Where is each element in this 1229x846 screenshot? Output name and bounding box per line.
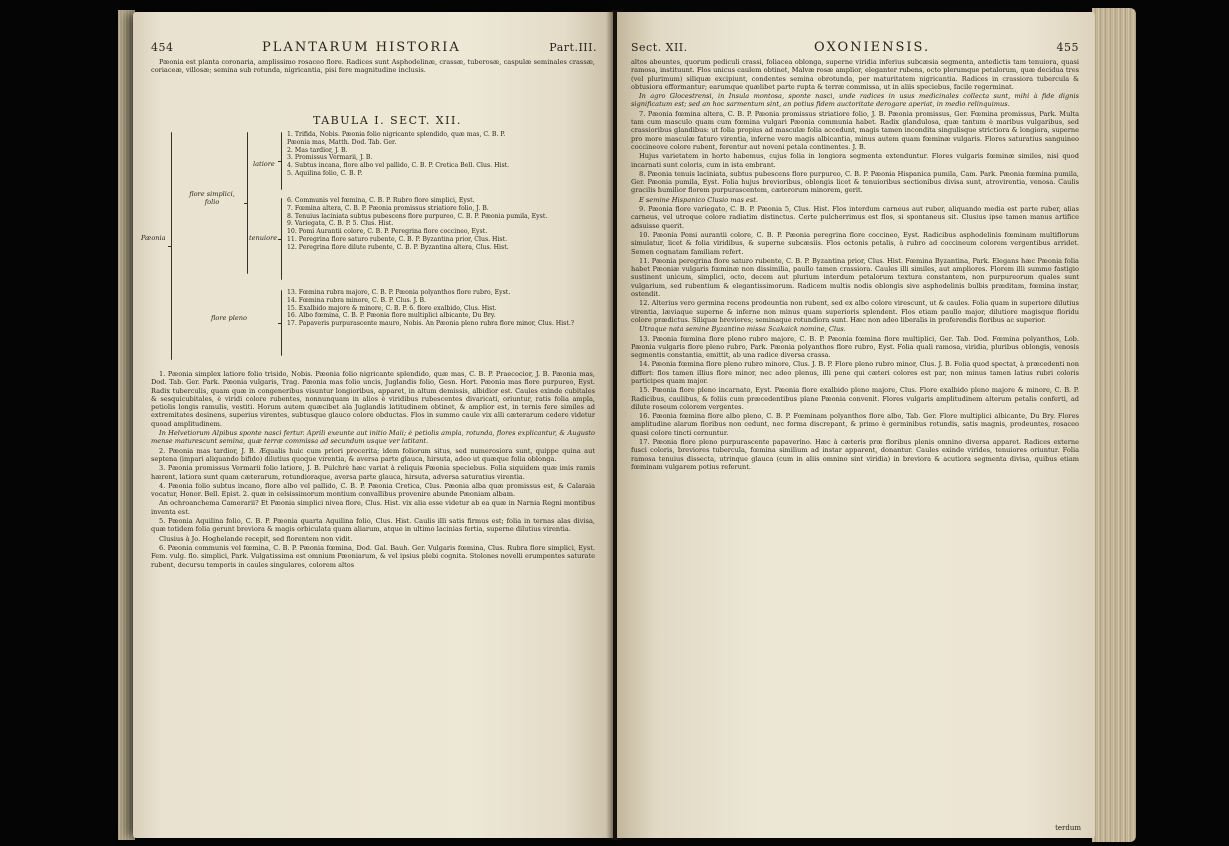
paragraph: 11. Pæonia peregrina flore saturo rubente, C. B. P. Byzantina prior, Clus. Hist. Fœmina Byzantina, Park. Elegans hæc Pæonia folia habet Pæoniæ vulgaris fœminæ non dissimilia, paullo tamen crassiora. Caules illi similes, aut ampliores. Florem illi summo fastigio sustinent unicum, simplici, octo, decem aut plurium interdum petalorum textura constantem, non purpureorum quales sunt vulgarium, sed rubentium & elegantissimorum. Radicem multis nodis oblongis sive asphodelinis bulbis præditam, fœmina instar, ostendit. [631,256,1079,299]
tenuiore-label: tenuiore [249,234,278,242]
list-item: 10. Pomi Aurantii colore, C. B. P. Peregrina flore coccineo, Eyst. [287,228,488,236]
intro-paragraph: Pæonia est planta coronaria, amplissimo rosaceo flore. Radices sunt Asphodelinæ, crassæ, tuberosæ, caspulæ seminales crassæ, coriaceæ, villosæ; semina sub rotunda, nigricantia, pisi fere magnitudine inclusis. [151,58,595,75]
group-simple-label: flore simplici, folio [189,190,235,206]
paragraph: 10. Pæonia Pomi aurantii colore, C. B. P. Pæonia peregrina flore coccineo, Eyst. Radicibus asphodelinis fœminam multiflorum simulatur, licet & folia viridibus, & superne subcæsiis. Flos octonis petalis, à rubro ad coccineum colorem vergentibus arridet. Semen cognatam familiam refert. [631,230,1079,256]
paragraph: In Helvetiorum Alpibus sponte nasci fertur. Aprili exeunte aut initio Maii; è petiolis ampla, rotunda, flores explicantur, & Augusto mense maturescunt semina, quæ terræ commissa ad secundum usque ver latitant. [151,429,595,446]
simple-brace [247,132,248,274]
list-item: 1. Trifida, Nobis. Pæonia folio nigricante splendido, quæ mas, C. B. P. [287,131,506,138]
latiore-label: latiore [253,160,275,168]
paragraph: In agro Glocestrensi, in Insula montosa, sponte nasci, unde radices in usus medicinales collecta sunt, mihi à fide dignis significatum est; sed an hoc sarmentum sint, an potius fidem auctoritate derogare aperiat, in medio relinquimus. [631,92,1079,109]
right-running-head [631,40,1079,55]
paragraph: 14. Pæonia fœmina flore pleno rubro minore, Clus. J. B. P. Flore pleno rubro minor, Clus. J. B. Folia quod spectat, à præcedenti non differt: flos tamen illius flore minor, nec adeo plenus, illi pene qui cæteri colores est par, non minus tamen latius rubri coloris participes quam major. [631,360,1079,385]
paragraph: 5. Pæonia Aquilina folio, C. B. P. Pæonia quarta Aquilina folio, Clus. Hist. Caulis illi satis firmus est; folia in ternas alas divisa, quæ totidem folia gerunt breviora & magis orbiculata quam aliarum, atque in ultimo lacinias fertia, superne dilutius virentia. [151,517,595,534]
left-intro [151,58,595,76]
paragraph: An ochroanchema Camerarii? Et Pæonia simplici nivea flore, Clus. Hist. vix alia esse videtur ab ea quæ in Narnia Regni montibus inventa est. [151,499,595,516]
list-item: 6. Communis vel fœmina, C. B. P. Rubro flore simplici, Eyst. [287,197,475,204]
tenuiore-brace [281,198,282,280]
list-item: 17. Papaveris purpurascente mauro, Nobis. An Pæonia pleno rubra flore minor, Clus. Hist.? [287,320,575,328]
table-title: TABULA I. SECT. XII. [313,114,462,127]
paragraph: 17. Pæonia flore pleno purpurascente papaverino. Hæc à cæteris præ floribus plenis omnino diversa apparet. Radices externe fusci coloris, breviores tubercula, fœmina similium ad instar apparent, donantur. Caules exinde virides, tenuiores oriuntur. Folia ramosa tenuius dissecta, utrinque glauca (cum in aliis omnino sint viridia) in breviora & acutiora segmenta divisa, quibus etiam fœminam vulgarem potius referunt. [631,438,1079,471]
left-part: Part.III. [549,41,597,54]
list-item: 14. Fœmina rubra minore, C. B. P. Clus. J. B. [287,296,427,304]
list-item: Pæonia mas, Matth. Dod. Tab. Ger. [287,138,397,146]
paragraph: altos abeuntes, quorum pediculi crassi, foliacea oblonga, superne viridia inferius subcæsia segmenta, antedictis tam tenuiora, quasi ramosa, instituunt. Flos unicus caulem obtinet, Malvæ rosæ amplior, eleganter rubens, octo plerumque petalorum, quæ decidua tres (vel plurimum) siliquæ excipiunt, condentes semina obrotunda, per maturitatem nigricantia. Radices in crassiora tubercula & obtusiora efformantur; earumque quælibet parte rupta & terræ commissa, ut in aliis speciebus, facile regerminat. [631,58,1079,91]
paragraph: 16. Pæonia fœmina flore albo pleno, C. B. P. Fœminam polyanthos flore albo, Tab. Ger. Flore multiplici albicante, Du Bry. Flores amplitudine alarum floribus non cedunt, nec forma discrepant, & primo è germinibus rotundis, satis magnis, prodeuntes, rosaceo quasi colore tincti cernuntur. [631,412,1079,437]
paragraph: Utraque nata semine Byzantino missa Scakaick nomine, Clus. [639,325,846,334]
right-body [631,58,1079,828]
paragraph: 15. Pæonia flore pleno incarnato, Eyst. Pæonia flore exalbido pleno majore, Clus. Flore exalbido pleno majore & minore, C. B. P. Radicibus, caulibus, & foliis cum præcedentibus plane Pæonia convenit. Flores vulgaris amplitudinem alterum petalis conferti, ad dilute roseum colorem vergentes. [631,386,1079,411]
latiore-brace [281,132,282,190]
pleno-brace [281,290,282,356]
paragraph: Hujus varietatem in horto habemus, cujus folia in longiora segmenta extenduntur. Flores vulgaris fœminæ similes, nisi quod incarnati sunt coloris, cum in ista embrant. [631,152,1079,169]
list-item: 15. Exalbido majore & minore, C. B. P. 6. flore exalbido, Clus. Hist. [287,304,497,312]
list-item: 12. Peregrina flore dilute rubente, C. B. P. Byzantina altera, Clus. Hist. [287,243,509,251]
latiore-list [287,131,509,178]
pleno-list [287,289,597,328]
paragraph: E semine Hispanico Clusio mas est. [639,195,758,204]
list-item: 13. Fœmina rubra majore, C. B. P. Pæonia polyanthos flore rubro, Eyst. [287,289,511,296]
paragraph: 7. Pæonia fœmina altera, C. B. P. Pæonia promissus striatiore folio, J. B. Pæonia promissus, Ger. Fœmina promissus, Park. Multa tam cum masculo quam cum fœmina vulgari Pæonia communia habet. Radix glandulosa, quæ tantum è maribus vulgaribus, sed crassioribus glandibus: ut folia propius ad masculæ folia accedunt, magis tamen incondita singulisque strictiora & longiora, superne pro more masculæ faturo virentia, inferne vero magis albicantia, minus autem quam fœminæ vulgaris. Flores saturatius sanguineo coccineove colore rubent, ferentur aut noveni petala continentes. J. B. [631,109,1079,151]
genus-brace [171,132,172,360]
left-running-head [151,40,597,55]
paragraph: 2. Pæonia mas tardior, J. B. Æqualis huic cum priori procerita; idem foliorum situs, sed numerosiora sunt, quippe quina aut septena (impari aliquando bifido) dilutius quoque virentia, & aversa parte glauca, hirsuta, adeo ut quæque folia oblonga. [151,446,595,463]
catchword: terdum [1055,824,1081,832]
list-item: 4. Subtus incana, flore albo vel pallido, C. B. P. Cretica Bell. Clus. Hist. [287,162,510,170]
paragraph: 8. Pæonia tenuis laciniata, subtus pubescens flore purpureo, C. B. P. Pæonia Hispanica pumila, Cam. Park. Pæonia fœmina pumila, Ger. Pæonia pumila, Eyst. Folia hujus brevioribus, oblongis licet & tenuioribus sectionibus divisa sunt, atrovirentia, venosa. Caulis gracilis humilior florem purpurascentem, cæterorum minorem, gerit. [631,169,1079,195]
list-item: 9. Variegata, C. B. P. 5. Clus. Hist. [287,220,394,228]
list-item: 16. Albo fœmina, C. B. P. Pæonia flore multiplici albicante, Du Bry. [287,312,496,320]
list-item: 8. Tenuius laciniata subtus pubescens flore purpureo, C. B. P. Pæonia pumila, Eyst. [287,212,548,220]
paragraph: 1. Pæonia simplex latiore folio trisido, Nobis. Pæonia folio nigricante splendido, quæ mas, C. B. P. Praecocior, J. B. Pæonia mas, Dod. Tab. Ger. Park. Pæonia vulgaris, Trag. Pæonia mas folio uncis, Juglandis folio, Gesn. Hort. Pæonia mas flore purpureo, Eyst. Radix tuberculis, quam quæ in congeneribus visuntur longioribus, apparet, in altum demissis, albidior est. Caules exinde cubitales & sesquicubitales, è viridi colore rubentes, nonnunquam in alios è viridibus rubescentes divaricati, oriuntur, ratis folia ampla, petiolis longis ramulis, vestiti. Horum autem quæcibet ala Juglandis latitudinem obtinet, & amplior est, in ternis fere similes ad extremitates desinens, superius virentes, subtusque glauco colore obductas. Flos in summo caule vix alli cæterarum cedere videtur quoad amplitudinem. [151,370,595,428]
paragraph: 13. Pæonia fœmina flore pleno rubro majore, C. B. P. Pæonia fœmina flore multiplici, Ger. Tab. Dod. Fœmina polyanthos, Lob. Pæonia vulgaris flore pleno rubro, Park. Pæonia polyanthos flore rubro, Eyst. Folia quali ramosa, viridia, pluribus oblongis, venosis segmentis constantia, emittit, ab una radice diversa crassa. [631,334,1079,360]
list-item: 5. Aquilina folio, C. B. P. [287,169,363,177]
right-page-number: 455 [1056,41,1079,54]
left-page [133,12,613,838]
paragraph: 12. Alterius vero germina recens prodeuntia non rubent, sed ex albo colore virescunt, ut & caules. Folia quam in superiore dilutius virentia, læviaque superne & inferne non minus quam superioris splendent. Flos etiam paullo major, dilutiore magisque floridu colore prædictus. Siliquæ breviores; seminaque rotundiora sunt. Hæc non adeo liberalis in proferendis floribus ac superior. [631,299,1079,324]
paragraph: Clusius à Jo. Hoghelande recepit, sed florentem non vidit. [159,534,353,543]
right-section: Sect. XII. [631,41,688,54]
tenuiore-list [287,197,597,252]
right-page-edges [1092,8,1136,842]
list-item: 2. Mas tardior, J. B. [287,146,348,154]
right-page [617,12,1095,838]
left-title: PLANTARUM HISTORIA [262,40,461,55]
left-body [151,370,595,826]
classification-table [141,124,601,364]
genus-label: Pæonia [141,234,166,242]
list-item: 11. Peregrina flore saturo rubente, C. B. P. Byzantina prior, Clus. Hist. [287,235,508,243]
paragraph: 9. Pæonia flore variegato, C. B. P. Pæonia 5, Clus. Hist. Flos interdum carneus aut ruber, aliquando media est parte ruber, alias carneus, vel utroque colore radiatim distinctus. Certe pulcherrimus est flos, si spontaneus sit. Clusius ipse tamen manus artifice adsuisse querit. [631,205,1079,230]
right-title: OXONIENSIS. [814,40,931,55]
group-pleno-label: flore pleno [211,314,247,322]
left-page-number: 454 [151,41,174,54]
list-item: 3. Promissus Vermarii, J. B. [287,154,373,162]
paragraph: 4. Pæonia folio subtus incano, flore albo vel pallido, C. B. P. Pæonia Cretica, Clus. Pæonia alba quæ promissus est, & Calaraia vocatur, Honor. Bell. Epist. 2. quæ in celsissimorum montium convallibus provenire abunde Pæoniam albam. [151,481,595,499]
paragraph: 6. Pæonia communis vel fœmina, C. B. P. Pæonia fœmina, Dod. Gal. Bauh. Ger. Vulgaris fœmina, Clus. Rubra flore simplici, Eyst. Fem. vulg. flo. simplici, Park. Vulgatissima est omnium Pæoniarum, & vel ipsius plebi cognita. Stolones novelli erumpentes saturate rubent, decursu temporis in caules singulares, colorem altos [151,543,595,569]
list-item: 7. Fœmina altera, C. B. P. Pæonia promissus striatiore folio, J. B. [287,204,489,212]
paragraph: 3. Pæonia promissus Vermarii folio latiore, J. B. Pulchrè hæc variat à reliquis Pæonia speciebus. Folia siquidem quæ imis ramis hærent, latiora sunt quam cæterarum, rotundioraque, aversa parte glauca, hirsuta, adversa saturatius virentia. [151,464,595,481]
